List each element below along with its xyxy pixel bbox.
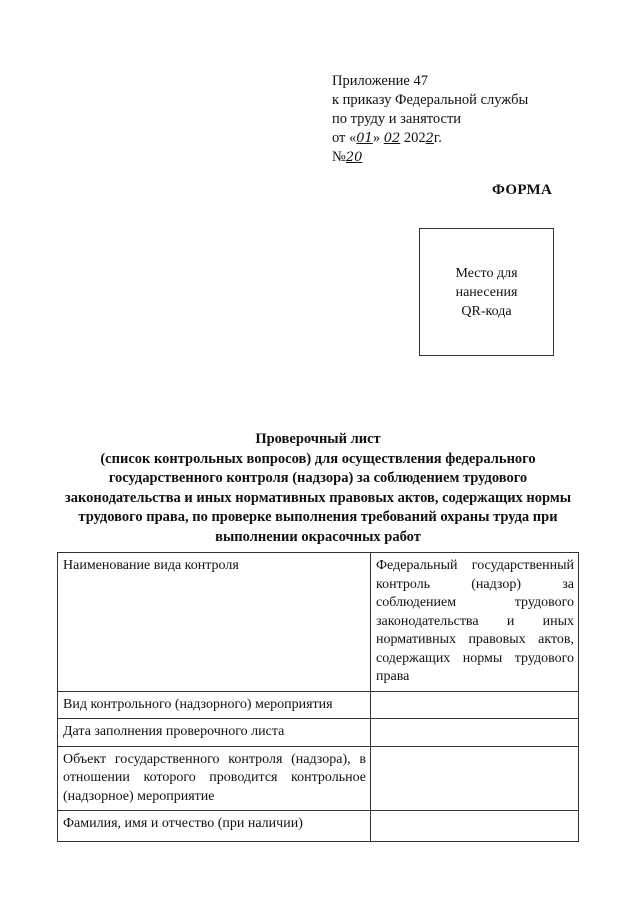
title-line-1: Проверочный лист <box>255 431 381 447</box>
row-value <box>371 691 579 719</box>
table-row <box>58 719 579 747</box>
qr-box-line-2: нанесения <box>455 284 518 300</box>
appendix-block <box>332 72 528 167</box>
appendix-number: №20 <box>332 149 363 165</box>
table-row <box>58 746 579 811</box>
title-line-6: выполнении окрасочных работ <box>215 528 421 545</box>
title-line-4: законодательства и иных нормативных правовых актов, содержащих нормы <box>64 489 572 506</box>
row-value <box>371 746 579 811</box>
appendix-date: от «01» 02 2022г. <box>332 130 442 146</box>
document-title <box>50 430 586 547</box>
title-line-3: государственного контроля (надзора) за соблюдением трудового <box>108 470 528 486</box>
table-row <box>58 691 579 719</box>
qr-box-line-3: QR-кода <box>461 303 512 319</box>
row-value: Федеральный государственный контроль (надзор) за соблюдением трудового законодательства и иных нормативных правовых актов, содержащих нормы трудового права <box>371 553 579 692</box>
appendix-line-1: Приложение 47 <box>332 73 428 89</box>
row-value <box>371 811 579 842</box>
table-row <box>58 553 579 692</box>
appendix-line-3: по труду и занятости <box>332 111 462 127</box>
title-line-5: трудового права, по проверке выполнения требований охраны труда при <box>78 509 558 525</box>
row-value <box>371 719 579 747</box>
row-label: Вид контрольного (надзорного) мероприятия <box>58 691 371 719</box>
row-label: Объект государственного контроля (надзора), в отношении которого проводится контрольное (надзорное) мероприятие <box>58 746 371 811</box>
row-label: Фамилия, имя и отчество (при наличии) <box>58 811 371 842</box>
row-label: Наименование вида контроля <box>58 553 371 692</box>
date-day: 01 <box>356 131 373 146</box>
order-number: 20 <box>345 150 363 165</box>
qr-code-placeholder <box>419 228 554 356</box>
date-month: 02 <box>383 131 401 146</box>
form-label: ФОРМА <box>492 182 553 198</box>
title-line-2: (список контрольных вопросов) для осуществления федерального <box>100 450 536 467</box>
qr-box-line-1: Место для <box>455 265 518 281</box>
date-year-digit: 2 <box>425 131 434 146</box>
table-row <box>58 811 579 842</box>
appendix-line-2: к приказу Федеральной службы <box>332 92 529 108</box>
row-label: Дата заполнения проверочного листа <box>58 719 371 747</box>
checklist-table <box>57 552 579 842</box>
